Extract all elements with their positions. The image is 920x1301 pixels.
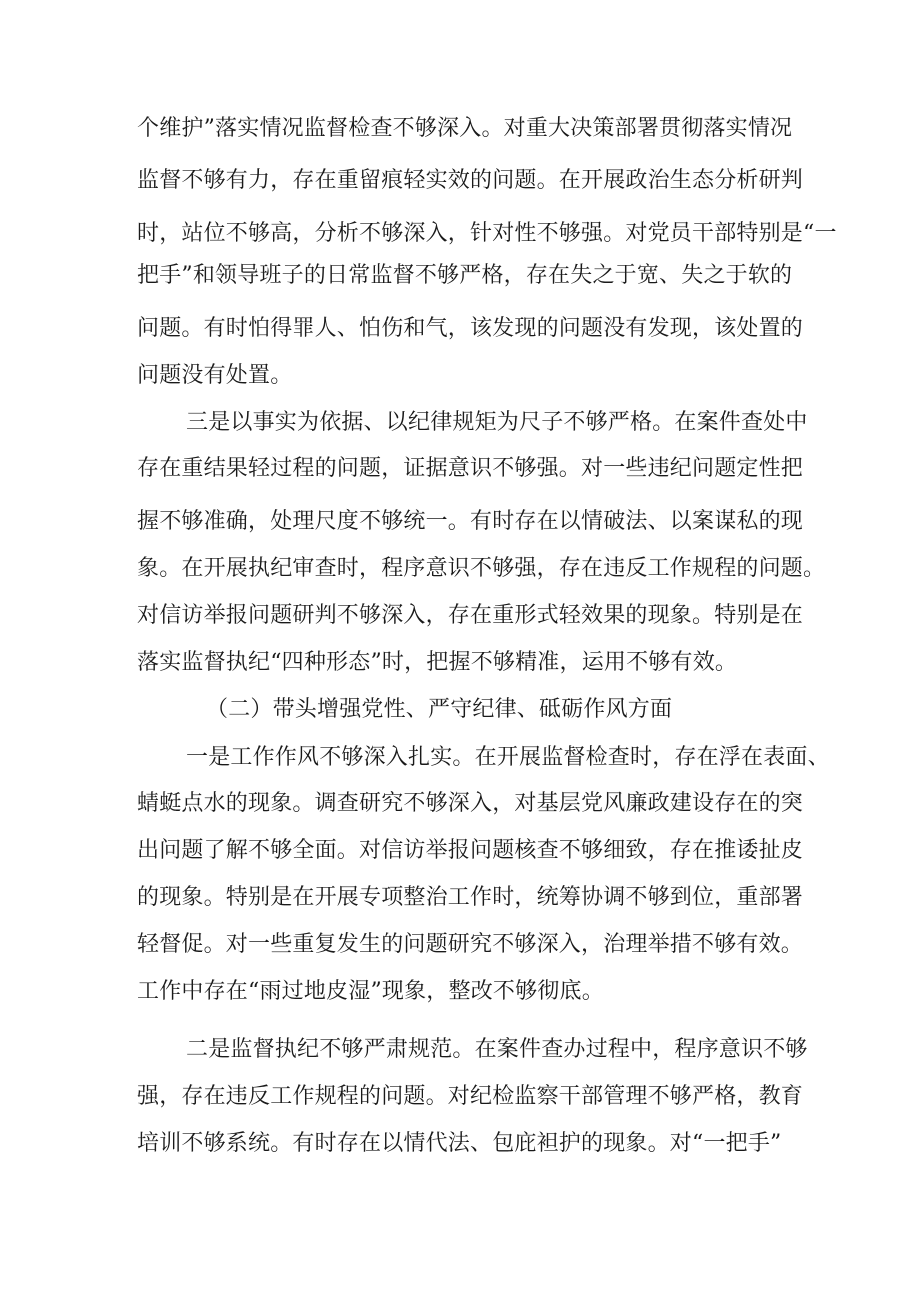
paragraph-line: 存在重结果轻过程的问题，证据意识不够强。对一些违纪问题定性把 [137, 456, 804, 481]
paragraph-line: 落实监督执纪“四种形态”时，把握不够精准，运用不够有效。 [137, 650, 738, 675]
paragraph-line: 把手”和领导班子的日常监督不够严格，存在失之于宽、失之于软的 [137, 263, 793, 288]
paragraph-line: 蜻蜓点水的现象。调查研究不够深入，对基层党风廉政建设存在的突 [137, 791, 804, 816]
paragraph-line: 对信访举报问题研判不够深入，存在重形式轻效果的现象。特别是在 [137, 603, 804, 628]
paragraph-line: 问题。有时怕得罪人、怕伤和气，该发现的问题没有发现，该处置的 [137, 316, 804, 341]
section-heading: （二）带头增强党性、严守纪律、砥砺作风方面 [206, 697, 673, 722]
paragraph-line: 工作中存在“雨过地皮湿”现象，整改不够彻底。 [137, 979, 604, 1004]
paragraph-line: 握不够准确，处理尺度不够统一。有时存在以情破法、以案谋私的现 [137, 509, 804, 534]
paragraph-line: 监督不够有力，存在重留痕轻实效的问题。在开展政治生态分析研判 [137, 168, 804, 193]
paragraph-line: 象。在开展执纪审查时，程序意识不够强，存在违反工作规程的问题。 [137, 556, 826, 581]
paragraph-line: 个维护”落实情况监督检查不够深入。对重大决策部署贯彻落实情况 [137, 116, 793, 141]
paragraph-line: 轻督促。对一些重复发生的问题研究不够深入，治理举措不够有效。 [137, 932, 804, 957]
paragraph-line: 二是监督执纪不够严肃规范。在案件查办过程中，程序意识不够 [186, 1037, 808, 1062]
paragraph-line: 问题没有处置。 [137, 363, 293, 388]
paragraph-line: 出问题了解不够全面。对信访举报问题核查不够细致，存在推诿扯皮 [137, 838, 804, 863]
paragraph-line: 培训不够系统。有时存在以情代法、包庇袒护的现象。对“一把手” [137, 1131, 782, 1156]
paragraph-line: 强，存在违反工作规程的问题。对纪检监察干部管理不够严格，教育 [137, 1084, 804, 1109]
paragraph-line: 的现象。特别是在开展专项整治工作时，统筹协调不够到位，重部署 [137, 885, 804, 910]
paragraph-line: 一是工作作风不够深入扎实。在开展监督检查时，存在浮在表面、 [186, 745, 830, 770]
paragraph-line: 时，站位不够高，分析不够深入，针对性不够强。对党员干部特别是“一 [137, 221, 837, 246]
paragraph-line: 三是以事实为依据、以纪律规矩为尺子不够严格。在案件查处中 [186, 410, 808, 435]
